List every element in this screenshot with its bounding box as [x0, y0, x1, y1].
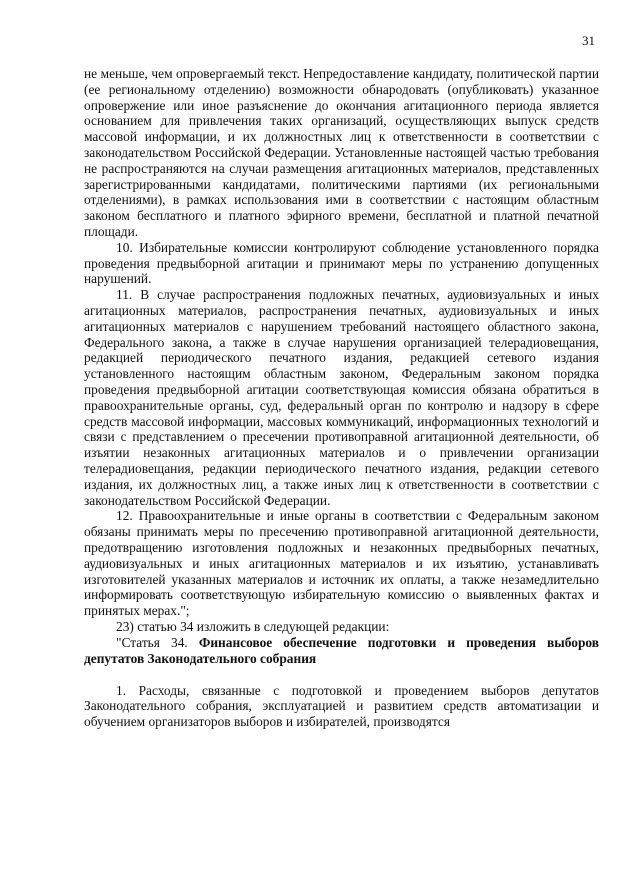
amendment-item-23: 23) статью 34 изложить в следующей редакции:	[116, 618, 390, 634]
paragraph-10: 10. Избирательные комиссии контролируют соблюдение установленного порядка проведения предвыборной агитации и принимают меры по устранению допущенных нарушений.	[84, 239, 599, 287]
article-heading	[84, 635, 599, 667]
article-title: Финансовое обеспечение подготовки и проведения выборов депутатов Законодательного собрания	[84, 634, 599, 666]
paragraph-11: 11. В случае распространения подложных печатных, аудиовизуальных и иных агитационных материалов, распространения печатных, аудиовизуальных и иных агитационных материалов с нарушением требований настоящего областного закона, Федерального закона, а также в случае нарушения организацией телерадиовещания, редакцией периодического печатного издания, редакцией сетевого издания установленного настоящим областным законом, Федеральным законом порядка проведения предвыборной агитации соответствующая комиссия обязана обратиться в правоохранительные органы, суд, федеральный орган по контролю и надзору в сфере средств массовой информации, массовых коммуникаций, информационных технологий и связи с представлением о пресечении противоправной агитационной деятельности, об изъятии незаконных агитационных материалов и о привлечении организации телерадиовещания, редакции периодического печатного издания, редакции сетевого издания, их должностных лиц, а также иных лиц к ответственности в соответствии с законодательством Российской Федерации.	[84, 287, 599, 508]
paragraph-12: 12. Правоохранительные и иные органы в соответствии с Федеральным законом обязаны принимать меры по пресечению противоправной агитационной деятельности, предотвращению изготовления подложных и незаконных предвыборных печатных, аудиовизуальных и иных агитационных материалов и их изъятию, устанавливать изготовителей указанных материалов и источник их оплаты, а также незамедлительно информировать соответствующую избирательную комиссию о выявленных фактах и принятых мерах.";	[84, 508, 599, 619]
article-number: "Статья 34.	[116, 634, 188, 650]
article-paragraph-1: 1. Расходы, связанные с подготовкой и проведением выборов депутатов Законодательного собрания, эксплуатацией и развитием средств автоматизации и обучением организаторов выборов и избирателей, производятся	[84, 682, 599, 730]
document-body	[84, 66, 599, 730]
spacer	[84, 667, 599, 683]
paragraph-continuation: не меньше, чем опровергаемый текст. Непредоставление кандидату, политической партии (ее региональному отделению) возможности обнародовать (опубликовать) указанное опровержение или иное разъяснение до окончания агитационного периода является основанием для привлечения таких организаций, осуществляющих выпуск средств массовой информации, и их должностных лиц к ответственности в соответствии с законодательством Российской Федерации. Установленные настоящей частью требования не распространяются на случаи размещения агитационных материалов, представленных зарегистрированными кандидатами, политическими партиями (их региональными отделениями), в рамках использования ими в соответствии с настоящим областным законом бесплатного и платного эфирного времени, бесплатной и платной печатной площади.	[84, 66, 599, 239]
page-number: 31	[582, 33, 595, 48]
